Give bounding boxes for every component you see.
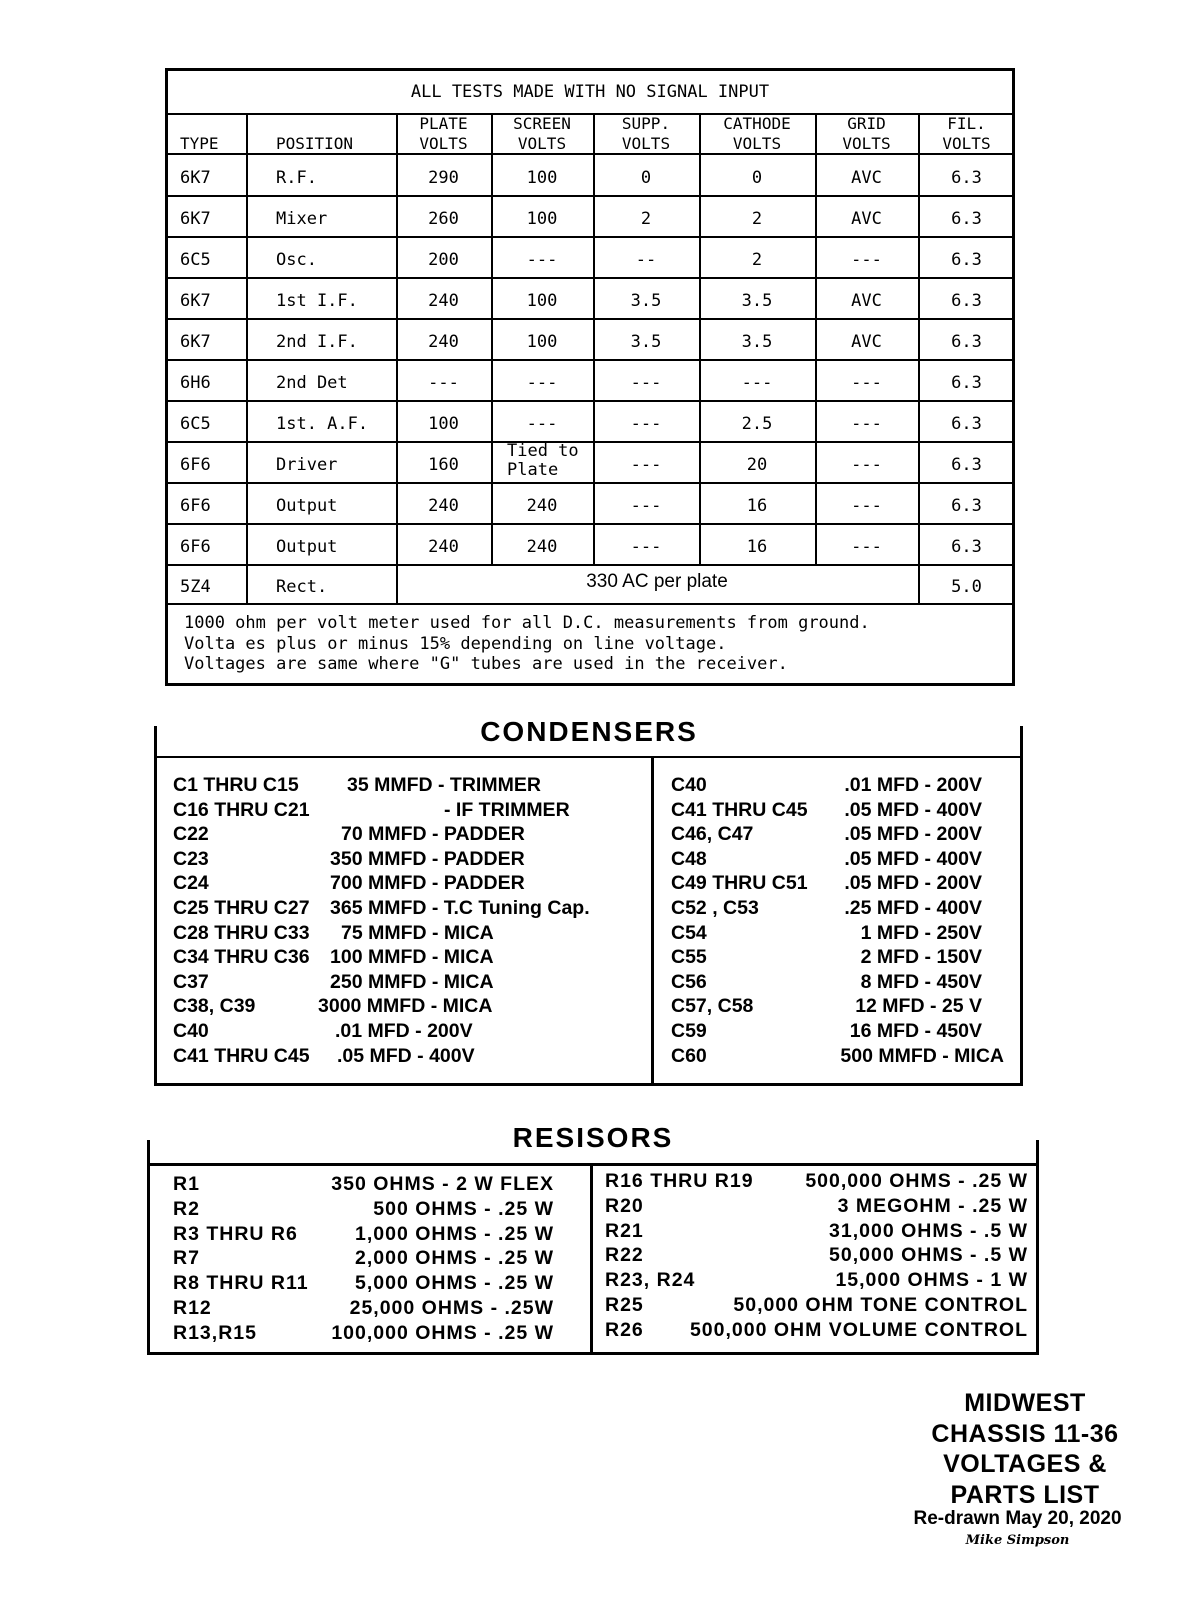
table-cell: Mixer [276,209,328,229]
column-header [699,114,815,154]
voltage-table-header: ALL TESTS MADE WITH NO SIGNAL INPUT [168,71,1012,115]
table-cell: --- [630,414,662,434]
condenser-part: C60 [671,1044,707,1067]
table-cell: 6K7 [180,168,211,188]
condenser-value: 500 MMFD - MICA [840,1044,1004,1067]
resistor-value: 50,000 OHM TONE CONTROL [733,1294,1028,1316]
table-cell: 240 [428,291,459,311]
condenser-value: 12 MFD - 25 V [855,995,982,1018]
condenser-value: 35 MMFD - TRIMMER [347,774,541,796]
condenser-part: C52 , C53 [671,897,759,919]
table-cell: 100 [526,291,558,311]
resistor-value: 2,000 OHMS - .25 W [355,1247,554,1270]
condenser-value: .01 MFD - 200V [844,774,982,796]
condenser-value: 365 MMFD - T.C Tuning Cap. [330,897,590,919]
table-cell: 6H6 [180,373,211,393]
voltage-table-notes [184,613,870,675]
resistor-value: 350 OHMS - 2 W FLEX [331,1173,554,1195]
title-line-3: VOLTAGES & [943,1450,1107,1478]
condenser-part: C38, C39 [173,995,256,1018]
table-cell: --- [526,373,558,393]
table-cell: 20 [746,455,768,475]
table-cell: 100 [526,332,558,352]
condenser-part: C1 THRU C15 [173,774,299,796]
resistor-part: R23, R24 [605,1269,696,1292]
condensers-column-divider [651,756,654,1086]
table-cell: 5.0 [951,577,982,597]
column-header-line-1: PLATE [419,114,468,133]
condenser-part: C54 [671,921,707,944]
table-cell: 6F6 [180,537,211,557]
title-line-2: CHASSIS 11-36 [931,1419,1119,1448]
title-block [905,1388,1145,1510]
condenser-value: 16 MFD - 450V [849,1020,982,1042]
table-cell: 100 [526,209,558,229]
condenser-value: .05 MFD - 400V [844,847,982,870]
condenser-value: .05 MFD - 200V [844,872,982,895]
column-header-line-1: SUPP. [621,114,671,133]
resistor-part: R25 [605,1294,644,1316]
table-cell: --- [630,455,662,475]
resistor-part: R20 [605,1194,644,1217]
condenser-part: C22 [173,823,209,846]
table-cell: 1st I.F. [276,291,358,311]
table-cell: 240 [428,537,459,557]
condenser-value: 100 MMFD - MICA [330,946,494,969]
condenser-part: C34 THRU C36 [173,946,310,969]
condenser-part: C55 [671,946,707,969]
table-cell: 6K7 [180,332,211,352]
redrawn-date: Re-drawn May 20, 2020 [913,1508,1122,1529]
column-header [593,114,699,154]
resistor-part: R7 [173,1247,200,1270]
condenser-part: C57, C58 [671,995,754,1018]
column-header-line-2: VOLTS [732,134,782,153]
condenser-part: C23 [173,847,209,870]
condenser-part: C41 THRU C45 [671,798,808,821]
table-cell: 2.5 [741,414,773,434]
table-cell: 240 [428,496,459,516]
measurement-note: Voltages are same where "G" tubes are used in the receiver. [184,654,788,674]
table-cell: AVC [851,291,882,311]
condenser-part: C59 [671,1020,707,1042]
table-cell: 2 [751,250,763,270]
condenser-value: .05 MFD - 400V [337,1044,475,1067]
table-cell: 3.5 [630,332,662,352]
column-header-line-1: FIL. [947,114,986,133]
table-cell: --- [851,414,882,434]
table-cell: 3.5 [741,291,773,311]
table-cell: Rect. [276,577,328,597]
column-header-line-2: VOLTS [842,134,891,153]
table-cell: 0 [751,168,763,188]
table-cell: --- [851,537,882,557]
table-cell: 2 [640,209,652,229]
table-cell: --- [428,373,459,393]
resistor-part: R21 [605,1219,644,1242]
table-cell: 6.3 [951,455,982,475]
table-cell: Driver [276,455,338,475]
table-cell: 0 [640,168,652,188]
condenser-part: C24 [173,872,209,895]
condenser-part: C25 THRU C27 [173,897,310,919]
column-header [491,114,593,154]
condenser-value: 350 MMFD - PADDER [330,847,525,870]
condenser-part: C46, C47 [671,823,754,846]
table-cell: 6K7 [180,209,211,229]
signature: Mike Simpson [965,1533,1070,1548]
table-cell: R.F. [276,168,317,188]
resistor-value: 50,000 OHMS - .5 W [829,1244,1028,1267]
condenser-value: 8 MFD - 450V [860,970,982,993]
condenser-value: 70 MMFD - PADDER [341,823,525,846]
table-cell: AVC [851,168,882,188]
condenser-value: 2 MFD - 150V [860,946,982,969]
table-cell: 6.3 [951,209,982,229]
table-cell: 6.3 [951,332,982,352]
table-cell: 6F6 [180,496,211,516]
resistor-value: 1,000 OHMS - .25 W [355,1222,554,1245]
resistors-column-divider [590,1163,593,1355]
column-header-line-2: VOLTS [621,134,671,153]
resistor-value: 500,000 OHM VOLUME CONTROL [689,1318,1028,1341]
resistor-value: 3 MEGOHM - .25 W [837,1194,1028,1217]
resistor-part: R1 [173,1173,200,1195]
title-line-4: PARTS LIST [950,1480,1100,1509]
table-cell: 1st. A.F. [276,414,369,434]
condensers-divider [154,756,1023,758]
table-cell: AVC [851,332,882,352]
resistor-value: 15,000 OHMS - 1 W [835,1269,1028,1292]
table-cell: 6.3 [951,250,982,270]
condenser-value: .05 MFD - 200V [844,823,982,846]
table-cell: 6.3 [951,537,982,557]
resistor-part: R8 THRU R11 [173,1272,309,1295]
table-cell: 240 [526,537,558,557]
table-cell: --- [851,455,882,475]
column-header-line-2: VOLTS [419,134,468,153]
column-header-line-2: POSITION [276,134,354,153]
resistor-value: 500 OHMS - .25 W [373,1197,554,1220]
table-cell: 3.5 [741,332,773,352]
condenser-part: C40 [671,774,707,796]
table-cell: 2 [751,209,763,229]
resistor-value: 31,000 OHMS - .5 W [829,1219,1028,1242]
table-cell: --- [851,373,882,393]
column-header [918,114,1015,154]
table-cell: 2nd I.F. [276,332,358,352]
condenser-value: 75 MMFD - MICA [341,921,494,944]
column-header-line-2: VOLTS [942,134,991,153]
table-cell: 160 [428,455,459,475]
condenser-value: - IF TRIMMER [444,798,570,821]
condenser-part: C41 THRU C45 [173,1044,310,1067]
table-cell: 6.3 [951,373,982,393]
table-cell: --- [630,537,662,557]
table-cell: 260 [428,209,459,229]
condenser-part: C16 THRU C21 [173,798,310,821]
table-cell: 240 [428,332,459,352]
column-header [396,114,491,154]
resistor-part: R13,R15 [173,1321,257,1344]
table-cell: Osc. [276,250,317,270]
condenser-part: C40 [173,1020,209,1042]
table-cell: 6.3 [951,496,982,516]
resistor-value: 500,000 OHMS - .25 W [805,1170,1028,1192]
column-header-line-1: CATHODE [723,114,791,133]
resistor-value: 100,000 OHMS - .25 W [331,1321,554,1344]
column-header-line-2: VOLTS [517,134,567,153]
condenser-value: .05 MFD - 400V [844,798,982,821]
table-cell: 200 [428,250,459,270]
measurement-note: Volta es plus or minus 15% depending on line voltage. [184,633,727,654]
table-cell: 16 [746,537,768,557]
table-cell: Tied to Plate [507,441,579,480]
condenser-part: C49 THRU C51 [671,872,808,895]
table-cell: 6C5 [180,250,211,270]
resistor-value: 5,000 OHMS - .25 W [355,1272,554,1295]
condenser-value: 3000 MMFD - MICA [318,995,493,1018]
table-cell: 6C5 [180,414,211,434]
resistor-part: R26 [605,1318,644,1341]
table-cell: Output [276,537,338,557]
title-line-1: MIDWEST [964,1389,1086,1417]
table-cell: -- [635,250,657,270]
table-cell: 100 [526,168,558,188]
table-cell: --- [630,373,662,393]
condenser-value: .25 MFD - 400V [844,897,982,919]
table-cell: 3.5 [630,291,662,311]
table-cell: 16 [746,496,768,516]
condenser-value: .01 MFD - 200V [335,1020,473,1042]
resistor-value: 25,000 OHMS - .25W [349,1297,554,1319]
condenser-part: C56 [671,970,707,993]
table-cell: 100 [428,414,459,434]
resistor-part: R22 [605,1244,644,1267]
condenser-part: C48 [671,847,707,870]
resistor-part: R3 THRU R6 [173,1222,298,1245]
voltage-table [165,68,1015,686]
resistors-title: RESISORS [512,1122,674,1153]
table-cell: 6.3 [951,414,982,434]
table-cell: --- [630,496,662,516]
condenser-value: 700 MMFD - PADDER [330,872,525,895]
condenser-value: 1 MFD - 250V [860,921,982,944]
table-cell: 2nd Det [276,373,348,393]
table-cell: 6.3 [951,291,982,311]
column-header [168,114,258,154]
resistor-part: R12 [173,1297,212,1319]
condenser-value: 250 MMFD - MICA [330,970,494,993]
table-cell: --- [851,496,882,516]
condensers-title: CONDENSERS [480,716,698,747]
condenser-part: C37 [173,970,209,993]
table-cell: --- [526,414,558,434]
resistors-divider [147,1163,1039,1166]
table-cell: 6.3 [951,168,982,188]
column-header-line-1: GRID [847,114,886,133]
table-cell: 290 [428,168,459,188]
table-cell: --- [851,250,882,270]
table-cell: Output [276,496,338,516]
resistor-part: R16 THRU R19 [605,1170,754,1192]
table-cell: AVC [851,209,882,229]
table-cell: 240 [526,496,558,516]
table-cell: 6K7 [180,291,211,311]
table-cell: 6F6 [180,455,211,475]
measurement-note: 1000 ohm per volt meter used for all D.C. measurements from ground. [184,613,870,633]
condenser-part: C28 THRU C33 [173,921,310,944]
column-header [815,114,918,154]
column-header-line-1: SCREEN [513,114,571,133]
column-header-line-2: TYPE [180,134,219,153]
resistor-part: R2 [173,1197,200,1220]
table-cell: --- [741,373,773,393]
table-cell: 330 AC per plate [586,571,728,592]
table-cell: 5Z4 [180,577,211,597]
table-cell: --- [526,250,558,270]
